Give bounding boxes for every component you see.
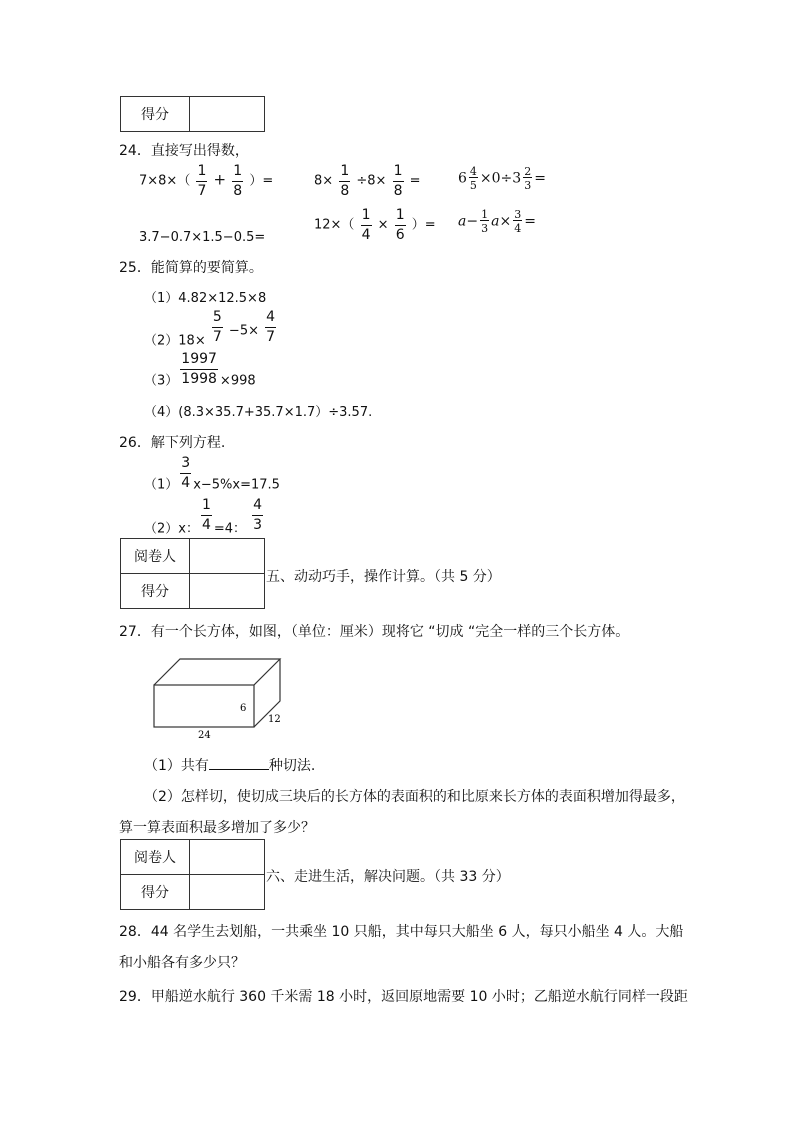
q29-line1: 29．甲船逆水航行 360 千米需 18 小时，返回原地需要 10 小时；乙船逆水航行同样一段距 [119, 989, 688, 1005]
q25-part-3: （3） $\frac{1997}{1998}$ ×998 [144, 351, 256, 389]
cuboid-top-face [154, 659, 280, 685]
score-label: 得分 [121, 574, 190, 609]
answer-blank[interactable] [209, 757, 269, 770]
cuboid-height-label: 6 [240, 703, 247, 714]
section5-score-table [120, 538, 265, 609]
q27-part-2-line1: （2）怎样切，使切成三块后的长方体的表面积的和比原来长方体的表面积增加得最多， [144, 789, 685, 805]
cuboid-length-label: 24 [198, 730, 211, 740]
reviewer-label: 阅卷人 [121, 539, 190, 574]
q25-title: 25．能简算的要简算。 [119, 260, 263, 276]
q24-expr-3: 6 $\frac{4}{5}$ ×0÷3 $\frac{2}{3}$ = [458, 165, 546, 192]
score-table [120, 96, 265, 132]
q26-title: 26．解下列方程. [119, 435, 226, 451]
cuboid-figure [150, 655, 290, 740]
q28-line1: 28．44 名学生去划船，一共乘坐 10 只船，其中每只大船坐 6 人，每只小船坐 4 人。大船 [119, 924, 684, 940]
q27-title: 27．有一个长方体，如图，（单位：厘米）现将它 “切成 “完全一样的三个长方体。 [119, 624, 630, 640]
q24-expr-2: 8× $\frac{1}{8}$ ÷8× $\frac{1}{8}$ = [314, 163, 421, 199]
q25-part-1: （1）4.82×12.5×8 [144, 291, 267, 306]
q24-expr-6: a− $\frac{1}{3}$ a× $\frac{3}{4}$ = [458, 208, 536, 235]
q25-part-2: （2）18× $\frac{5}{7}$ −5× $\frac{4}{7}$ [144, 309, 276, 349]
score-label: 得分 [121, 97, 190, 132]
score-cell[interactable] [190, 875, 265, 910]
reviewer-cell[interactable] [190, 539, 265, 574]
cuboid-width-label: 12 [268, 714, 281, 725]
reviewer-label: 阅卷人 [121, 840, 190, 875]
q25-part-4: （4）(8.3×35.7+35.7×1.7）÷3.57. [144, 405, 373, 420]
score-cell[interactable] [190, 97, 265, 132]
score-cell[interactable] [190, 574, 265, 609]
q27-part-2-line2: 算一算表面积最多增加了多少？ [119, 820, 315, 836]
q28-line2: 和小船各有多少只？ [119, 955, 245, 971]
q26-part-1: （1） $\frac{3}{4}$ x−5%x=17.5 [144, 455, 280, 493]
q24-title: 24．直接写出得数， [119, 143, 249, 159]
section6-heading: 六、走进生活，解决问题。（共 33 分） [266, 869, 510, 885]
cuboid-front-face [154, 685, 254, 727]
q27-part-1: （1）共有 种切法. [144, 758, 316, 774]
score-label: 得分 [121, 875, 190, 910]
reviewer-cell[interactable] [190, 840, 265, 875]
q24-expr-4: 3.7−0.7×1.5−0.5= [139, 230, 266, 245]
q26-part-2: （2）x： $\frac{1}{4}$ =4： $\frac{4}{3}$ [144, 497, 262, 537]
q24-expr-5: 12×（ $\frac{1}{4}$ × $\frac{1}{6}$ ）= [314, 207, 436, 243]
section6-score-table [120, 839, 265, 910]
section5-heading: 五、动动巧手，操作计算。（共 5 分） [266, 569, 501, 585]
q24-expr-1: 7×8×（ $\frac{1}{7}$ + $\frac{1}{8}$ ）= [139, 163, 274, 199]
